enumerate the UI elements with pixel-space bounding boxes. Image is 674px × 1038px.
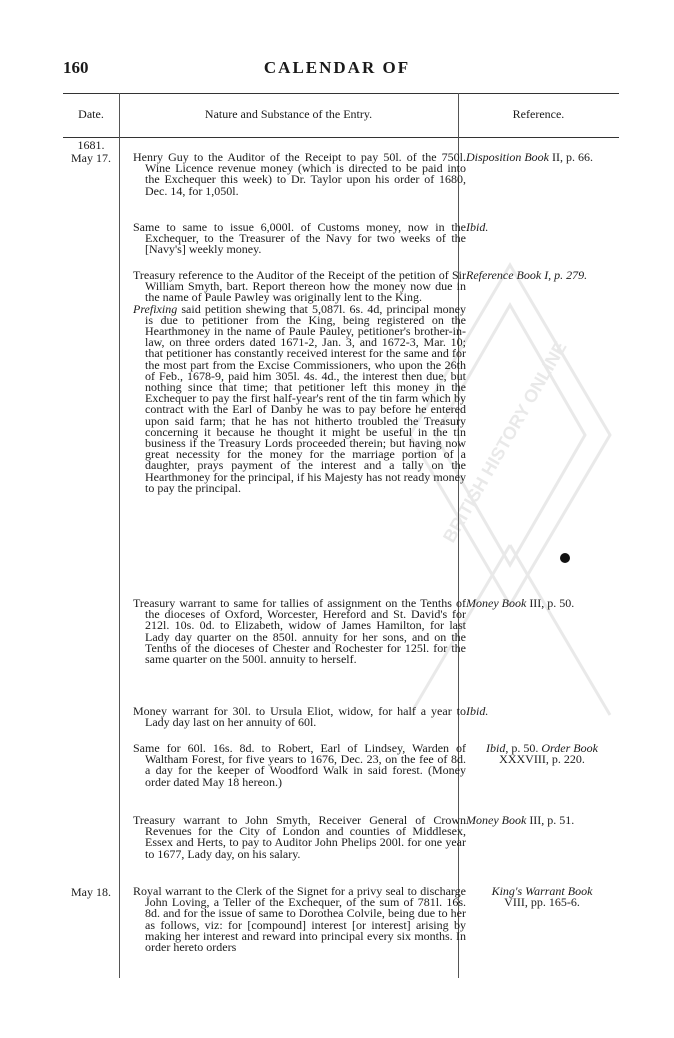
date-may-18: May 18. [71, 885, 111, 899]
reference-8 [466, 886, 618, 908]
entry-3-main: Treasury reference to the Auditor of the Receipt of the petition of Sir William Smyth, bart. Report thereon how the money now due in the name of Paule Pawley was originally lent to the King. [133, 268, 466, 305]
reference-detail: , p. 50. [505, 741, 542, 755]
column-header-reference: Reference. [512, 107, 565, 121]
reference-detail: III, p. 51. [526, 813, 575, 827]
column-divider-left [119, 93, 120, 978]
reference-book: Disposition Book [466, 150, 549, 164]
reference-3 [466, 270, 618, 281]
running-title: CALENDAR OF [263, 58, 411, 77]
table-top-rule [63, 93, 619, 94]
reference-line-1: King's Warrant Book [491, 884, 593, 898]
reference-detail: III, p. 50. [526, 596, 575, 610]
entry-7: Treasury warrant to John Smyth, Receiver General of Crown Revenues for the City of London and counties of Middlesex, Essex and Herts, to pay to Auditor John Phelips 200l. for one year to 1677, Lady day, on his salary. [133, 813, 466, 861]
entry-5: Money warrant for 30l. to Ursula Eliot, widow, for half a year to Lady day last on her annuity of 60l. [133, 704, 466, 730]
reference-5 [466, 706, 618, 717]
date-may-17: May 17. [71, 151, 111, 165]
reference-4 [466, 598, 618, 609]
reference-line-2: VIII, pp. 165-6. [504, 895, 580, 910]
reference-book: Reference Book [466, 268, 542, 282]
reference-line-2: XXXVIII, p. 220. [499, 752, 585, 767]
table-header-rule [63, 137, 619, 138]
reference-book-2: Order Book [541, 741, 598, 755]
entry-3-prefix [133, 301, 466, 495]
entry-4: Treasury warrant to same for tallies of assignment on the Tenths of the dioceses of Oxford, Worcester, Hereford and St. David's for 212l. 10s. 0d. to Elizabeth, widow of James Hamilton, for last Lady day quarter on the 850l. annuity for her sons, and on the Tenths of the dioceses of Chester and Rochester for 125l. for the same quarter on the 500l. annuity to herself. [133, 596, 466, 667]
page-number: 160 [63, 58, 89, 77]
reference-detail: II, p. 66. [549, 150, 593, 164]
date-year: 1681. [77, 138, 105, 152]
reference-book: Ibid [486, 741, 506, 755]
reference-book: Money Book [466, 596, 527, 610]
reference-book: Ibid. [466, 704, 489, 718]
entry-8: Royal warrant to the Clerk of the Signet for a privy seal to discharge John Loving, a Teller of the Exchequer, of the sum of 781l. 16s. 8d. and for the issue of same to Dorothea Colvile, being due to her as follows, viz: for [compound] interest [or interest] arising by making her interest and reward into principal every six months. In order hereto orders [133, 884, 466, 955]
reference-2 [466, 222, 618, 233]
reference-detail: I, p. 279. [541, 268, 588, 282]
entry-1: Henry Guy to the Auditor of the Receipt to pay 50l. of the 750l. Wine Licence revenue money (which is directed to be paid into the Exchequer this week) to Dr. Taylor upon his order of 1680, Dec. 14, for 1,050l. [133, 150, 466, 198]
column-header-nature: Nature and Substance of the Entry. [204, 107, 373, 121]
entry-2: Same to same to issue 6,000l. of Customs money, now in the Exchequer, to the Treasurer of the Navy for two weeks of the [Navy's] weekly money. [133, 220, 466, 257]
entry-3 [133, 270, 466, 494]
reference-7 [466, 815, 618, 826]
column-header-date: Date. [78, 107, 104, 121]
reference-6 [466, 743, 618, 765]
prefixing-label: Prefixing [133, 301, 178, 316]
reference-1 [466, 152, 618, 163]
watermark-text: BRITISH HISTORY ONLINE [438, 337, 571, 547]
prefixing-text: said petition shewing that 5,087l. 6s. 4d, principal money is due to petitioner from the King, being registered on the Hearthmoney in the name of Paule Pauley, petitioner's brother-in-law, on three orders dated 1671-2, Jan. 3, and 1672-3, Mar. 10; that petitioner has constantly received interest for the same and for the most part from the Excise Commissioners, who upon the 26th of Feb., 1678-9, paid him 305l. 4s. 4d., the interest then due, but nothing since that time; that petitioner left this money in the Exchequer to pay the first half-year's rent of the tin farm which by contract with the Earl of Danby he was to pay before he entered upon said farm; that he has not hitherto troubled the Treasury concerning it because he thought it might be useful in the tin business if the Treasury Lords proceeded therein; but having now great necessity for the money for the marriage portion of a daughter, prays payment of the interest and a tally on the Hearthmoney for the principal, if his Majesty has not ready money to pay the principal. [145, 301, 466, 495]
ink-spot [560, 553, 570, 563]
entry-6: Same for 60l. 16s. 8d. to Robert, Earl of Lindsey, Warden of Waltham Forest, for five years to 1676, Dec. 23, on the fee of 8d. a day for the keeper of Woodford Walk in said forest. (Money order dated May 18 hereon.) [133, 741, 466, 789]
reference-book: Money Book [466, 813, 527, 827]
reference-book: Ibid. [466, 220, 489, 234]
